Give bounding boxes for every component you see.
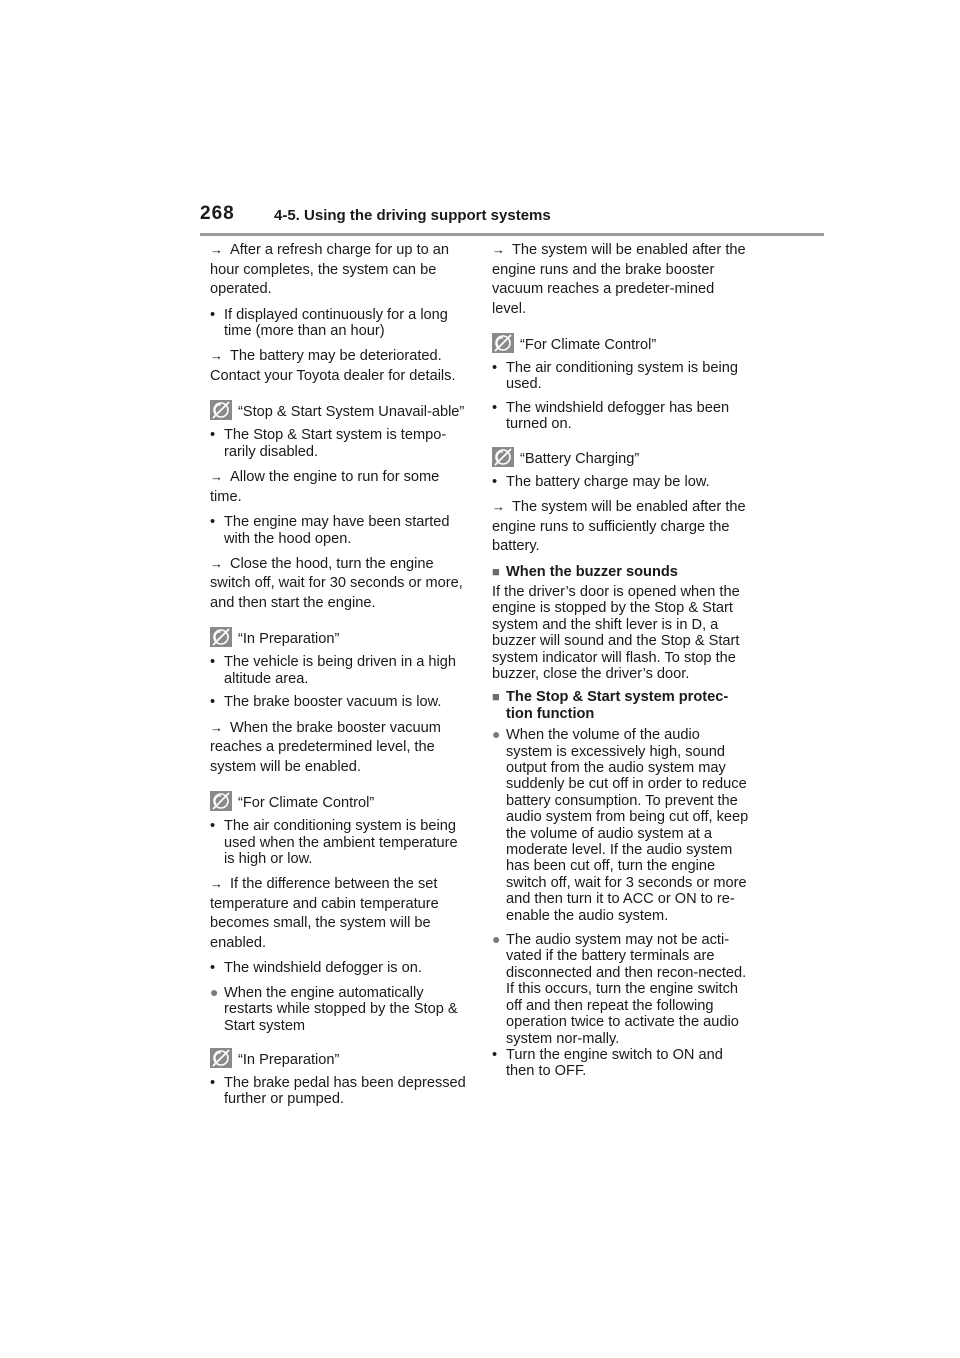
stop-start-cancel-indicator-icon (210, 627, 232, 647)
arrow-icon: → (492, 499, 505, 515)
page-number: 268 (200, 203, 235, 224)
arrow-icon: → (210, 719, 223, 735)
arrow-icon: → (210, 469, 223, 485)
result-item: → Allow the engine to run for some time. (210, 469, 440, 505)
circle-bullet-icon: ● (492, 931, 501, 948)
arrow-icon: → (210, 555, 223, 571)
message-heading: “For Climate Control” (492, 333, 750, 354)
result-item: → The system will be enabled after the engine runs and the brake booster vacuum reaches a predeter-mined level. (492, 242, 746, 317)
square-bullet-icon: ■ (492, 563, 500, 579)
subsection-heading: ■ When the buzzer sounds (492, 563, 678, 580)
condition-item: • The brake pedal has been depressed further or pumped. (210, 1075, 466, 1108)
result-item: → Close the hood, turn the engine switch off, wait for 30 seconds or more, and then start the engine. (210, 555, 463, 611)
condition-item: • If displayed continuously for a long time (more than an hour) (210, 306, 448, 339)
result-item: → After a refresh charge for up to an hour completes, the system can be operated. (210, 242, 450, 297)
arrow-icon: → (210, 348, 223, 364)
message-heading: “In Preparation” (210, 1048, 468, 1069)
condition-item: • Turn the engine switch to ON and then to OFF. (492, 1046, 723, 1080)
message-heading: “Stop & Start System Unavail-able” (210, 400, 468, 421)
subsection-heading: ■ The Stop & Start system protec-tion function (492, 689, 729, 722)
circle-item: ● The audio system may not be acti-vated if the battery terminals are disconnected and then recon-nected. If this occurs, turn the engine switch off and then repeat the following operation twice to activate the audio system nor-mally. (492, 931, 747, 1047)
stop-start-cancel-indicator-icon (492, 333, 514, 353)
paragraph: If the driver’s door is opened when the engine is stopped by the Stop & Start system and the shift lever is in D, a buzzer will sound and the Stop & Start system indicator will flash. To stop the buzzer, close the driver’s door. (492, 583, 740, 682)
message-heading: “For Climate Control” (210, 791, 468, 812)
condition-item: • The windshield defogger is on. (210, 960, 422, 977)
condition-item: • The vehicle is being driven in a high altitude area. (210, 654, 457, 687)
arrow-icon: → (492, 242, 505, 257)
stop-start-cancel-indicator-icon (492, 447, 514, 467)
stop-start-cancel-indicator-icon (210, 400, 232, 420)
result-item: → The battery may be deteriorated. Contact your Toyota dealer for details. (210, 348, 456, 384)
circle-item: ● When the engine automatically restarts while stopped by the Stop & Start system (210, 983, 458, 1034)
left-column (210, 240, 468, 1115)
condition-item: • The windshield defogger has been turned on. (492, 399, 730, 433)
circle-item: ● When the volume of the audio system is excessively high, sound output from the audio system may suddenly be cut off in order to reduce battery consumption. To prevent the audio system from being cut off, keep the volume of audio system at a moderate level. If the audio system has been cut off, turn the engine switch off, wait for 3 seconds or more and then turn it to ACC or ON to re-enable the audio system. (492, 726, 749, 924)
condition-item: • The Stop & Start system is tempo-rarily disabled. (210, 427, 447, 460)
square-bullet-icon: ■ (492, 689, 500, 705)
arrow-icon: → (210, 242, 223, 257)
circle-bullet-icon: ● (492, 726, 501, 743)
right-column (492, 240, 750, 1087)
result-item: → The system will be enabled after the engine runs to sufficiently charge the battery. (492, 499, 746, 555)
stop-start-cancel-indicator-icon (210, 791, 232, 811)
message-heading: “Battery Charging” (492, 447, 750, 468)
condition-item: • The battery charge may be low. (492, 473, 710, 490)
circle-bullet-icon: ● (210, 983, 219, 1000)
stop-start-cancel-indicator-icon (210, 1048, 232, 1068)
condition-item: • The engine may have been started with the hood open. (210, 514, 450, 547)
message-heading: “In Preparation” (210, 627, 468, 648)
result-item: → When the brake booster vacuum reaches a predetermined level, the system will be enabled. (210, 719, 441, 775)
result-item: → If the difference between the set temperature and cabin temperature becomes small, the system will be enabled. (210, 876, 439, 951)
condition-item: • The brake booster vacuum is low. (210, 694, 442, 711)
arrow-icon: → (210, 876, 223, 892)
page-header (200, 203, 824, 235)
condition-item: • The air conditioning system is being used when the ambient temperature is high or low. (210, 818, 458, 867)
section-title: 4-5. Using the driving support systems (274, 207, 551, 224)
condition-item: • The air conditioning system is being used. (492, 360, 738, 393)
header-rule (200, 233, 824, 236)
